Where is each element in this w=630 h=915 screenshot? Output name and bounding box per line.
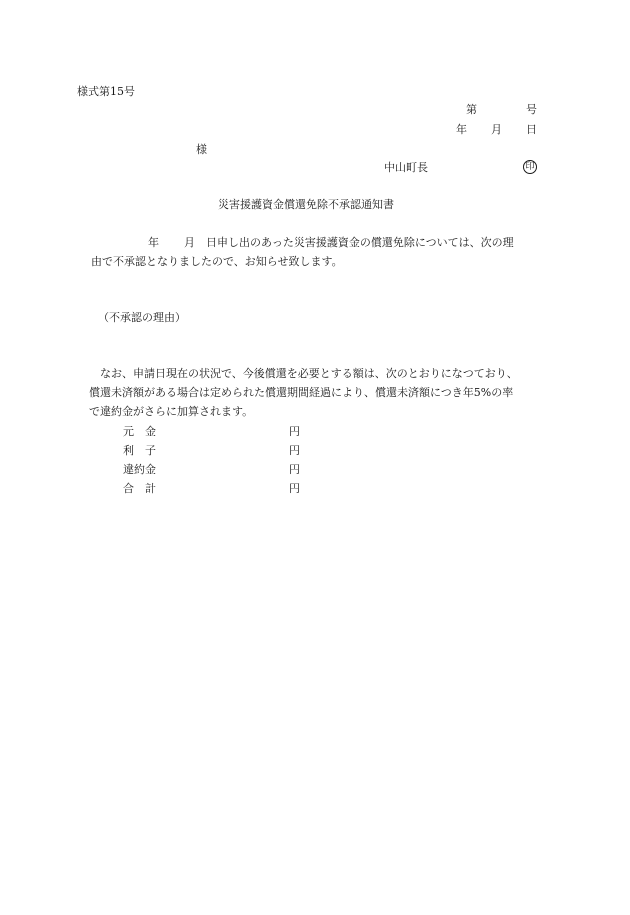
amount-label: 違約金 [123,463,156,476]
doc-number-suffix: 号 [526,103,537,116]
date-day-label: 日 [526,123,537,136]
amount-label: 合 計 [123,482,156,495]
amount-row-principal [123,423,313,441]
issuer-name: 中山町長 [384,161,428,174]
amount-row-penalty [123,461,313,479]
recipient-honorific: 様 [196,143,207,156]
amount-unit: 円 [289,444,300,457]
amount-row-interest [123,442,313,460]
amount-unit: 円 [289,482,300,495]
document-title: 災害援護資金償還免除不承認通知書 [218,198,394,211]
date-month-label: 月 [491,123,502,136]
intro-text-line2: 由で不承認となりましたので、お知らせ致します。 [91,255,343,268]
form-number: 様式第15号 [77,85,135,98]
amount-unit: 円 [289,425,300,438]
reason-heading: （不承認の理由） [98,311,186,324]
intro-month-label: 月 [184,236,195,249]
status-text-line2: 償還未済額がある場合は定められた償還期間経過により、償還未済額につき年5%の率 [89,386,514,399]
status-text-line3: で違約金がさらに加算されます。 [89,405,254,418]
amount-unit: 円 [289,463,300,476]
doc-number-prefix: 第 [466,103,477,116]
amount-row-total [123,480,313,498]
amount-label: 元 金 [123,425,156,438]
seal-mark: 印 [523,160,537,174]
amount-label: 利 子 [123,444,156,457]
intro-text-line1: 日申し出のあった災害援護資金の償還免除については、次の理 [206,236,514,249]
date-year-label: 年 [456,123,467,136]
intro-year-label: 年 [148,236,159,249]
status-text-line1: なお、申請日現在の状況で、今後償還を必要とする額は、次のとおりになつており、 [100,367,518,380]
